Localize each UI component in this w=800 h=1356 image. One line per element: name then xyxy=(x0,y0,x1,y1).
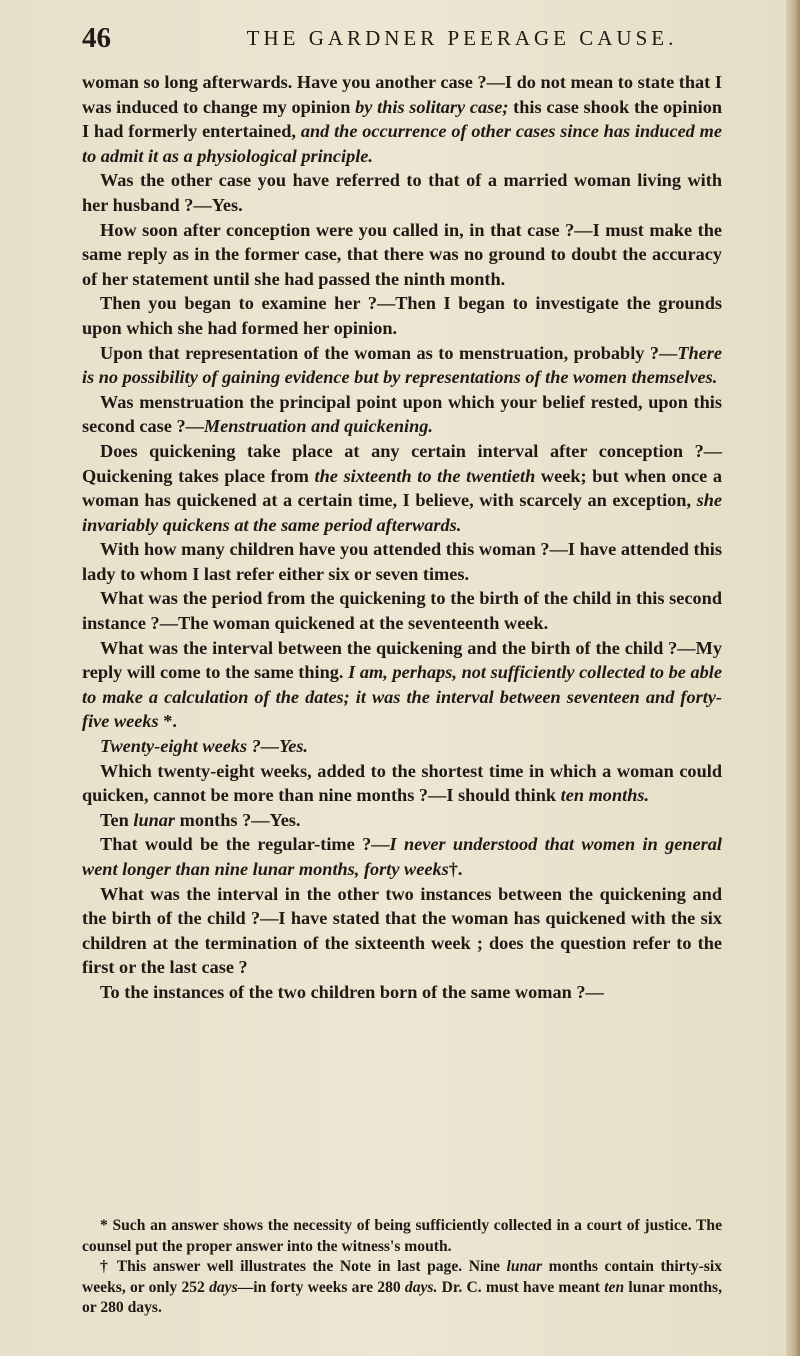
footnote: † This answer well illustrates the Note in last page. Nine lunar months contain thirty-six weeks, or only 252 days—in forty weeks are 280 days. Dr. C. must have meant ten lunar months, or 280 days. xyxy=(82,1258,723,1316)
paragraph: woman so long afterwards. Have you another case ?—I do not mean to state that I was induced to change my opinion by this solitary case; this case shook the opinion I had formerly entertained, and the occurrence of other cases since has induced me to admit it as a physiological principle. xyxy=(82,72,723,166)
running-head: THE GARDNER PEERAGE CAUSE. xyxy=(246,26,678,50)
page-edge xyxy=(786,0,800,1356)
footnotes xyxy=(82,1216,722,1319)
footnote: * Such an answer shows the necessity of being sufficiently collected in a court of justice. The counsel put the proper answer into the witness's mouth. xyxy=(82,1217,722,1255)
paragraph: Then you began to examine her ?—Then I began to investigate the grounds upon which she had formed her opinion. xyxy=(82,293,722,338)
paragraph: Twenty-eight weeks ?—Yes. xyxy=(100,736,309,757)
page-number: 46 xyxy=(82,22,111,54)
paragraph: Was menstruation the principal point upon which your belief rested, upon this second case ?—Menstruation and quickening. xyxy=(82,391,722,437)
paragraph: Which twenty-eight weeks, added to the shortest time in which a woman could quicken, cannot be more than nine months ?—I should think ten months. xyxy=(82,760,722,806)
body-text xyxy=(82,70,722,1005)
paragraph: To the instances of the two children born of the same woman ?— xyxy=(100,981,604,1002)
paragraph: That would be the regular-time ?—I never understood that women in general went longer than nine lunar months, forty weeks†. xyxy=(82,834,722,879)
paragraph: What was the interval between the quickening and the birth of the child ?—My reply will come to the same thing. I am, perhaps, not sufficiently collected to be able to make a calculation of the dates; it was the interval between seventeen and forty-five weeks *. xyxy=(82,637,722,732)
paragraph: What was the period from the quickening to the birth of the child in this second instance ?—The woman quickened at the seventeenth week. xyxy=(82,588,722,634)
paragraph: Upon that representation of the woman as to menstruation, probably ?—There is no possibility of gaining evidence but by representations of the women themselves. xyxy=(82,342,722,388)
paragraph: Was the other case you have referred to that of a married woman living with her husband ?—Yes. xyxy=(82,170,722,215)
paragraph: Does quickening take place at any certain interval after conception ?—Quickening takes place from the sixteenth to the twentieth week; but when once a woman has quickened at a certain time, I believe, with scarcely an exception, she invariably quickens at the same period afterwards. xyxy=(82,440,722,535)
paragraph: Ten lunar months ?—Yes. xyxy=(100,809,301,830)
page-header xyxy=(72,18,732,58)
paragraph: With how many children have you attended this woman ?—I have attended this lady to whom I last refer either six or seven times. xyxy=(82,539,722,584)
paragraph: What was the interval in the other two instances between the quickening and the birth of the child ?—I have stated that the woman has quickened with the six children at the termination of the sixteenth week ; does the question refer to the first or the last case ? xyxy=(82,883,722,978)
paragraph: How soon after conception were you called in, in that case ?—I must make the same reply as in the former case, that there was no ground to doubt the accuracy of her statement until she had passed the ninth month. xyxy=(82,219,722,289)
